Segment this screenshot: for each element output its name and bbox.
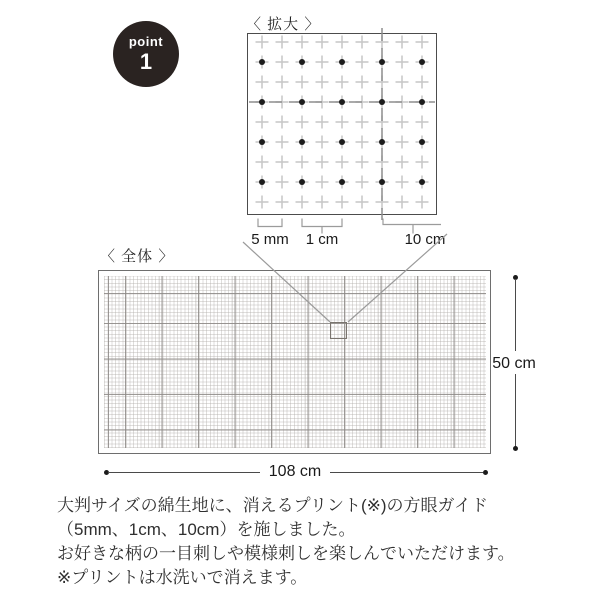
measure-label-10cm: 10 cm	[404, 231, 446, 248]
description-line-2: （5mm、1cm、10cm）を施しました。	[57, 520, 356, 539]
description-text	[57, 494, 515, 590]
dim-width-label: 108 cm	[268, 463, 322, 480]
description-line-1: 大判サイズの綿生地に、消えるプリント(※)の方眼ガイド	[57, 496, 489, 515]
fabric-overall-diagram	[98, 270, 491, 454]
measure-label-5mm: 5 mm	[251, 231, 289, 248]
dim-width-line-left	[108, 472, 260, 473]
bracket-5mm	[258, 219, 282, 227]
point-badge	[113, 21, 179, 87]
dim-height-label: 50 cm	[492, 355, 536, 372]
description-line-3: お好きな柄の一目刺しや模様刺しを楽しんでいただけます。	[57, 544, 515, 563]
dim-height-dot-bottom	[513, 446, 518, 451]
fabric-grid-texture	[104, 276, 486, 448]
overall-view-label: 〈 全体 〉	[100, 248, 175, 265]
dim-width-dot-right	[483, 470, 488, 475]
zoom-region-marker	[330, 322, 347, 339]
measure-label-1cm: 1 cm	[305, 231, 339, 248]
point-badge-number: 1	[139, 49, 153, 74]
dim-width-line-right	[330, 472, 483, 473]
enlarged-view-label: 〈 拡大 〉	[246, 16, 321, 33]
enlarged-grid-diagram	[247, 33, 437, 215]
grid-pattern-drawing	[247, 33, 437, 215]
dim-height-line-bottom	[515, 374, 516, 447]
point-badge-word: point	[128, 34, 164, 49]
dim-height-line-top	[515, 279, 516, 351]
description-line-4: ※プリントは水洗いで消えます。	[57, 568, 308, 587]
